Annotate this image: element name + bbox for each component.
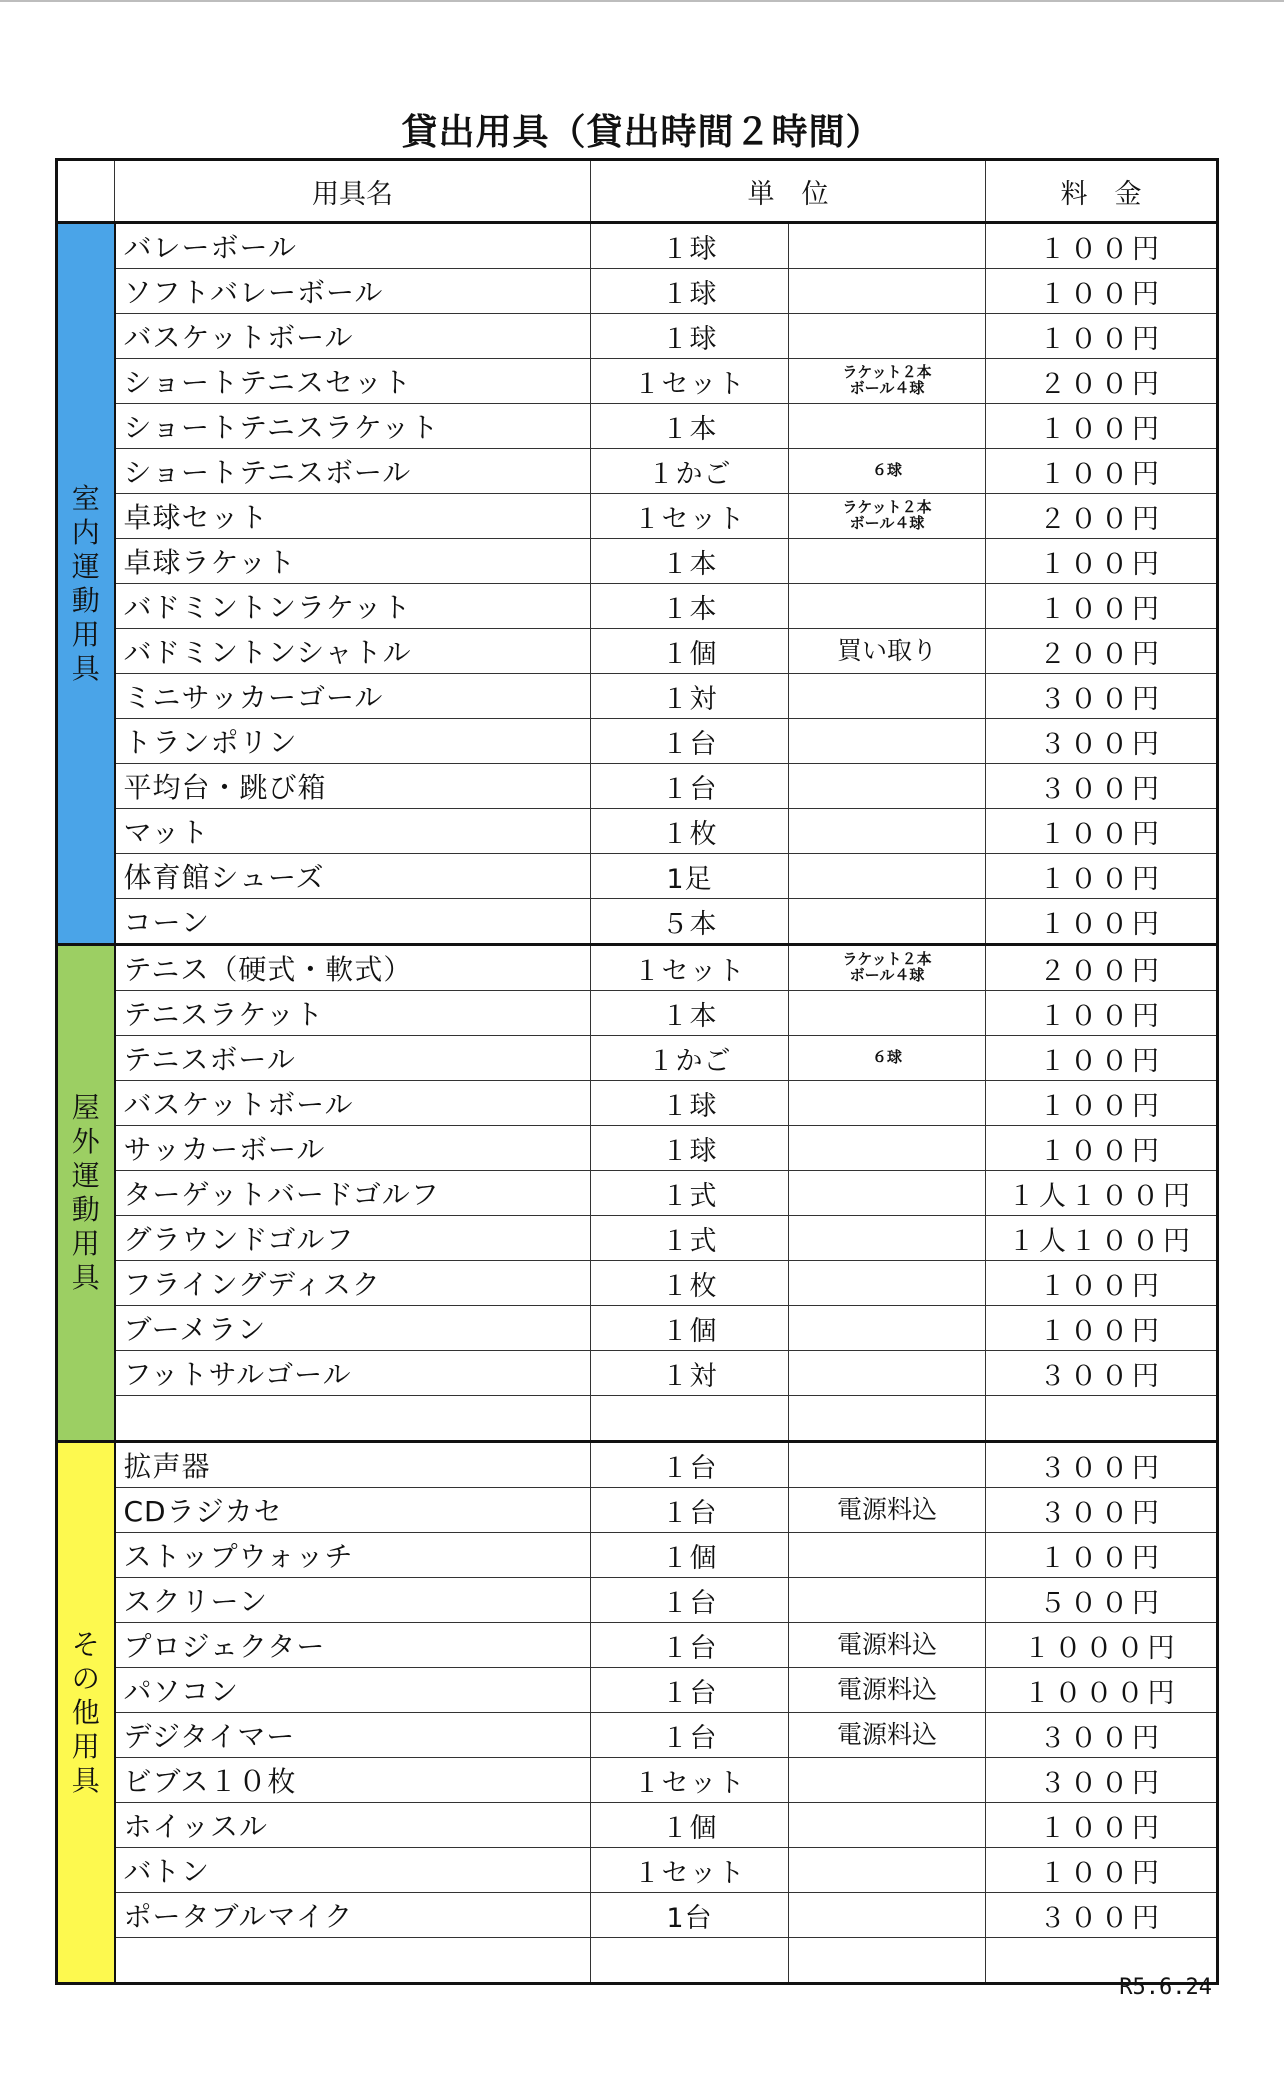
equipment-unit: １式 (591, 1216, 789, 1261)
equipment-unit: １対 (591, 674, 789, 719)
equipment-price: ３００円 (986, 674, 1218, 719)
table-row (57, 1803, 1218, 1848)
equipment-price: ５００円 (986, 1578, 1218, 1623)
equipment-unit: １台 (591, 764, 789, 809)
equipment-note (789, 314, 986, 359)
table-row (57, 1306, 1218, 1351)
equipment-unit: 1足 (591, 854, 789, 899)
equipment-name: ホイッスル (115, 1803, 591, 1848)
equipment-price: １００円 (986, 1803, 1218, 1848)
equipment-note (789, 1306, 986, 1351)
equipment-unit (591, 1396, 789, 1442)
equipment-unit: １対 (591, 1351, 789, 1396)
equipment-price: １００円 (986, 854, 1218, 899)
table-row (57, 1533, 1218, 1578)
equipment-unit: １枚 (591, 809, 789, 854)
table-row (57, 1668, 1218, 1713)
equipment-note: ラケット２本 ボール４球 (789, 945, 986, 991)
equipment-name: サッカーボール (115, 1126, 591, 1171)
equipment-note (789, 1351, 986, 1396)
equipment-unit: １球 (591, 314, 789, 359)
equipment-price: ２００円 (986, 494, 1218, 539)
equipment-name: フットサルゴール (115, 1351, 591, 1396)
equipment-name: テニス（硬式・軟式） (115, 945, 591, 991)
table-row (57, 1578, 1218, 1623)
equipment-unit: １個 (591, 1533, 789, 1578)
equipment-unit: 1台 (591, 1893, 789, 1938)
equipment-unit: １かご (591, 449, 789, 494)
table-row (57, 1036, 1218, 1081)
table-row (57, 1848, 1218, 1893)
table-row (57, 945, 1218, 991)
equipment-note (789, 1396, 986, 1442)
equipment-price: ３００円 (986, 1713, 1218, 1758)
equipment-unit: １枚 (591, 1261, 789, 1306)
equipment-note (789, 269, 986, 314)
equipment-note (789, 719, 986, 764)
table-row (57, 584, 1218, 629)
equipment-name: バレーボール (115, 223, 591, 269)
table-row (57, 1442, 1218, 1488)
equipment-unit: １台 (591, 719, 789, 764)
equipment-note (789, 854, 986, 899)
equipment-note (789, 1848, 986, 1893)
header-price: 料 金 (986, 160, 1218, 223)
category-other (57, 1442, 115, 1984)
equipment-name: トランポリン (115, 719, 591, 764)
equipment-note (789, 899, 986, 945)
equipment-price: １００円 (986, 1261, 1218, 1306)
equipment-price: ３００円 (986, 1442, 1218, 1488)
equipment-note (789, 1893, 986, 1938)
equipment-name: プロジェクター (115, 1623, 591, 1668)
equipment-name: バトン (115, 1848, 591, 1893)
equipment-unit: １本 (591, 991, 789, 1036)
equipment-note (789, 1578, 986, 1623)
equipment-unit: １個 (591, 1803, 789, 1848)
table-row (57, 1081, 1218, 1126)
equipment-name: テニスボール (115, 1036, 591, 1081)
equipment-price: １０００円 (986, 1668, 1218, 1713)
equipment-unit: １本 (591, 539, 789, 584)
equipment-note (789, 764, 986, 809)
equipment-price: ３００円 (986, 719, 1218, 764)
equipment-name: バスケットボール (115, 314, 591, 359)
equipment-name: ソフトバレーボール (115, 269, 591, 314)
equipment-price: １０００円 (986, 1623, 1218, 1668)
equipment-note: ６球 (789, 449, 986, 494)
equipment-name: バスケットボール (115, 1081, 591, 1126)
equipment-note (789, 1216, 986, 1261)
equipment-unit: １球 (591, 269, 789, 314)
table-row (57, 1758, 1218, 1803)
equipment-price: １００円 (986, 899, 1218, 945)
equipment-note (789, 1803, 986, 1848)
table-row (57, 674, 1218, 719)
equipment-note: ６球 (789, 1036, 986, 1081)
equipment-price: １００円 (986, 1081, 1218, 1126)
equipment-name: デジタイマー (115, 1713, 591, 1758)
table-body (57, 223, 1218, 1984)
equipment-unit: １台 (591, 1578, 789, 1623)
equipment-note (789, 1261, 986, 1306)
equipment-name: ストップウォッチ (115, 1533, 591, 1578)
table-row (57, 359, 1218, 404)
equipment-name: ショートテニスラケット (115, 404, 591, 449)
equipment-unit: １個 (591, 1306, 789, 1351)
equipment-price: １００円 (986, 223, 1218, 269)
table-row (57, 1938, 1218, 1984)
equipment-name: ショートテニスセット (115, 359, 591, 404)
equipment-name: スクリーン (115, 1578, 591, 1623)
equipment-price: ３００円 (986, 1893, 1218, 1938)
equipment-unit: １台 (591, 1623, 789, 1668)
equipment-unit: １個 (591, 629, 789, 674)
table-row (57, 314, 1218, 359)
equipment-unit: １球 (591, 1126, 789, 1171)
equipment-name: CDラジカセ (115, 1488, 591, 1533)
equipment-note: 電源料込 (789, 1713, 986, 1758)
equipment-note (789, 539, 986, 584)
equipment-price: １００円 (986, 1533, 1218, 1578)
equipment-price: ３００円 (986, 764, 1218, 809)
equipment-name: フライングディスク (115, 1261, 591, 1306)
equipment-name: テニスラケット (115, 991, 591, 1036)
equipment-name: グラウンドゴルフ (115, 1216, 591, 1261)
equipment-price: １００円 (986, 1126, 1218, 1171)
equipment-note (789, 674, 986, 719)
equipment-price: ２００円 (986, 629, 1218, 674)
table-row (57, 223, 1218, 269)
table-row (57, 991, 1218, 1036)
table-row (57, 404, 1218, 449)
equipment-name: コーン (115, 899, 591, 945)
table-row (57, 1623, 1218, 1668)
category-indoor (57, 223, 115, 945)
equipment-price (986, 1396, 1218, 1442)
equipment-price: １００円 (986, 584, 1218, 629)
equipment-name: 平均台・跳び箱 (115, 764, 591, 809)
table-row (57, 1126, 1218, 1171)
equipment-price: １００円 (986, 269, 1218, 314)
equipment-unit: １球 (591, 223, 789, 269)
table-row (57, 1713, 1218, 1758)
equipment-name: ビブス１０枚 (115, 1758, 591, 1803)
table-row (57, 764, 1218, 809)
category-label: 室内運動用具 (71, 481, 100, 685)
equipment-unit: １本 (591, 404, 789, 449)
category-outdoor (57, 945, 115, 1442)
equipment-name: 卓球ラケット (115, 539, 591, 584)
equipment-unit (591, 1938, 789, 1984)
table-row (57, 1351, 1218, 1396)
table-row (57, 899, 1218, 945)
equipment-unit: １セット (591, 945, 789, 991)
equipment-unit: １セット (591, 1848, 789, 1893)
equipment-note (789, 1081, 986, 1126)
equipment-name (115, 1938, 591, 1984)
table-row (57, 1261, 1218, 1306)
header-row (57, 160, 1218, 223)
equipment-name: ブーメラン (115, 1306, 591, 1351)
page-title: 貸出用具（貸出時間２時間） (401, 112, 883, 153)
equipment-unit: １セット (591, 1758, 789, 1803)
equipment-unit: ５本 (591, 899, 789, 945)
equipment-name: ターゲットバードゴルフ (115, 1171, 591, 1216)
equipment-note (789, 223, 986, 269)
equipment-price: １００円 (986, 991, 1218, 1036)
equipment-note (789, 1533, 986, 1578)
equipment-note (789, 404, 986, 449)
equipment-name: パソコン (115, 1668, 591, 1713)
table-row (57, 1216, 1218, 1261)
equipment-unit: １台 (591, 1488, 789, 1533)
equipment-note (789, 1938, 986, 1984)
equipment-note (789, 1126, 986, 1171)
equipment-unit: １式 (591, 1171, 789, 1216)
equipment-note (789, 1442, 986, 1488)
equipment-price: １００円 (986, 1036, 1218, 1081)
equipment-name (115, 1396, 591, 1442)
category-label: 屋外運動用具 (71, 1091, 100, 1294)
category-label: その他用具 (71, 1627, 100, 1797)
header-unit: 単 位 (591, 160, 986, 223)
equipment-price: ３００円 (986, 1351, 1218, 1396)
equipment-note: 電源料込 (789, 1668, 986, 1713)
equipment-price: １００円 (986, 1306, 1218, 1351)
equipment-price: ３００円 (986, 1488, 1218, 1533)
equipment-price: １００円 (986, 404, 1218, 449)
equipment-note (789, 809, 986, 854)
table-row (57, 539, 1218, 584)
equipment-price: ２００円 (986, 359, 1218, 404)
table-row (57, 269, 1218, 314)
equipment-price: １人１００円 (986, 1216, 1218, 1261)
header-category-blank (57, 160, 115, 223)
equipment-note: 買い取り (789, 629, 986, 674)
equipment-name: ポータブルマイク (115, 1893, 591, 1938)
equipment-name: 体育館シューズ (115, 854, 591, 899)
equipment-unit: １かご (591, 1036, 789, 1081)
table-row (57, 494, 1218, 539)
header-equipment-name: 用具名 (115, 160, 591, 223)
equipment-price: １００円 (986, 1848, 1218, 1893)
table-row (57, 1488, 1218, 1533)
equipment-note: ラケット２本 ボール４球 (789, 359, 986, 404)
equipment-name: 卓球セット (115, 494, 591, 539)
equipment-name: バドミントンシャトル (115, 629, 591, 674)
equipment-unit: １台 (591, 1442, 789, 1488)
equipment-note: 電源料込 (789, 1488, 986, 1533)
equipment-name: ミニサッカーゴール (115, 674, 591, 719)
equipment-price: １００円 (986, 809, 1218, 854)
table-row (57, 1396, 1218, 1442)
revision-date: R5.6.24 (1119, 1975, 1212, 2000)
equipment-name: マット (115, 809, 591, 854)
table-row (57, 629, 1218, 674)
equipment-name: 拡声器 (115, 1442, 591, 1488)
equipment-note (789, 1171, 986, 1216)
equipment-price: ２００円 (986, 945, 1218, 991)
equipment-unit: １台 (591, 1713, 789, 1758)
equipment-unit: １セット (591, 494, 789, 539)
equipment-unit: １本 (591, 584, 789, 629)
equipment-note: 電源料込 (789, 1623, 986, 1668)
equipment-unit: １セット (591, 359, 789, 404)
equipment-note: ラケット２本 ボール４球 (789, 494, 986, 539)
equipment-price: ３００円 (986, 1758, 1218, 1803)
top-border-line (0, 0, 1284, 2)
equipment-name: ショートテニスボール (115, 449, 591, 494)
equipment-price: １人１００円 (986, 1171, 1218, 1216)
table-row (57, 1893, 1218, 1938)
equipment-unit: １球 (591, 1081, 789, 1126)
equipment-name: バドミントンラケット (115, 584, 591, 629)
table-row (57, 854, 1218, 899)
equipment-price: １００円 (986, 449, 1218, 494)
equipment-price: １００円 (986, 314, 1218, 359)
table-row (57, 719, 1218, 764)
equipment-price: １００円 (986, 539, 1218, 584)
table-row (57, 1171, 1218, 1216)
equipment-unit: １台 (591, 1668, 789, 1713)
equipment-note (789, 991, 986, 1036)
rental-equipment-table (55, 158, 1219, 1985)
equipment-note (789, 584, 986, 629)
table-row (57, 449, 1218, 494)
table-row (57, 809, 1218, 854)
equipment-note (789, 1758, 986, 1803)
